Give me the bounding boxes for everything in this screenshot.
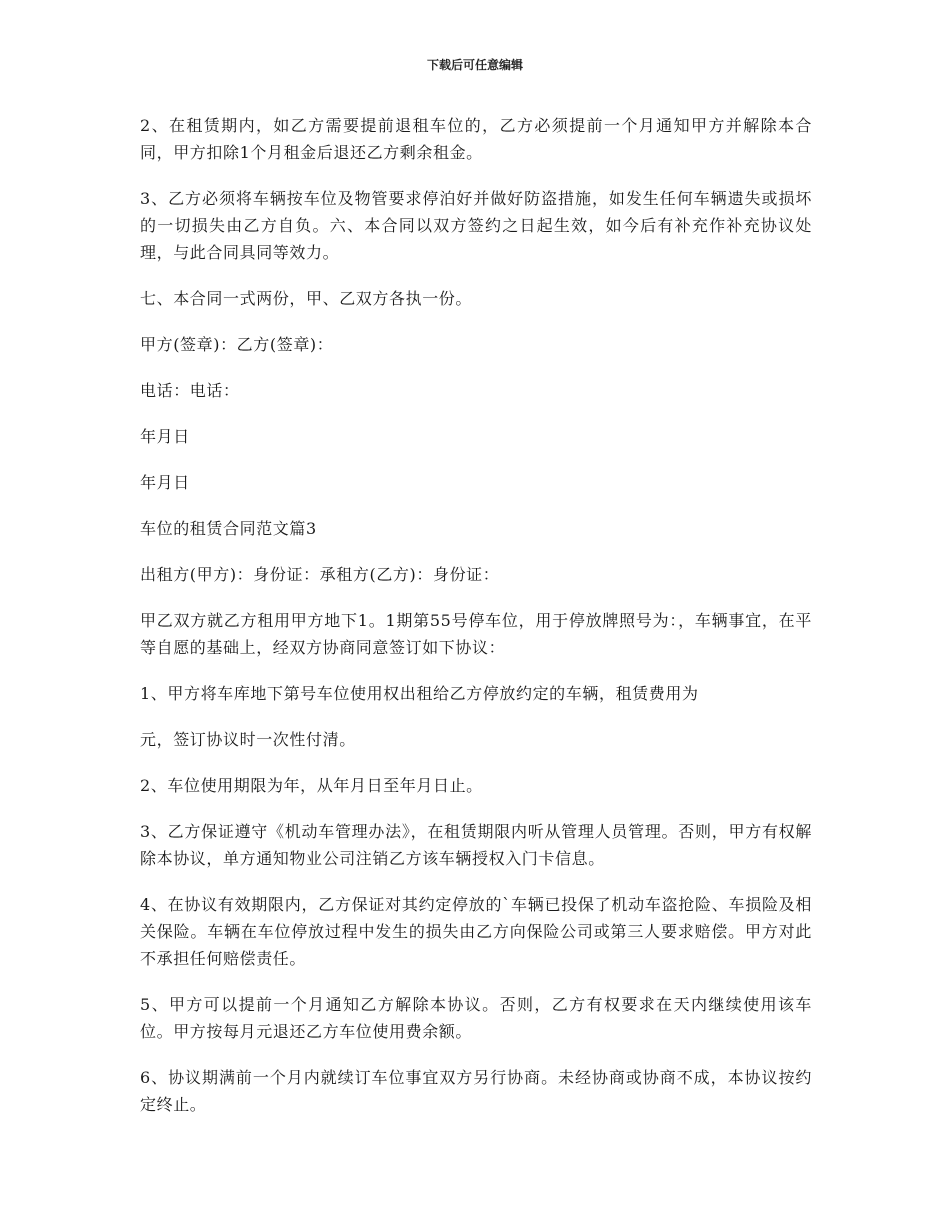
paragraph-item-3-rules: 3、乙方保证遵守《机动车管理办法》，在租赁期限内听从管理人员管理。否则，甲方有权解除本协议，单方通知物业公司注销乙方该车辆授权入门卡信息。 [140, 822, 812, 868]
paragraph-preamble: 甲乙双方就乙方租用甲方地下1。1期第55号停车位，用于停放牌照号为：，车辆事宜，在平等自愿的基础上，经双方协商同意签订如下协议： [140, 611, 812, 657]
paragraph-item-6-renewal: 6、协议期满前一个月内就续订车位事宜双方另行协商。未经协商或协商不成，本协议按约定终止。 [140, 1068, 812, 1114]
paragraph-item-2-term: 2、车位使用期限为年，从年月日至年月日止。 [140, 776, 483, 795]
paragraph-item-4-insurance: 4、在协议有效期限内，乙方保证对其约定停放的`车辆已投保了机动车盗抢险、车损险及相关保险。车辆在车位停放过程中发生的损失由乙方向保险公司或第三人要求赔偿。甲方对此不承担任何赔偿责任。 [140, 895, 812, 968]
paragraph-clause-2-early-termination: 2、在租赁期内，如乙方需要提前退租车位的，乙方必须提前一个月通知甲方并解除本合同，甲方扣除1个月租金后退还乙方剩余租金。 [140, 116, 812, 162]
section-title-template-3: 车位的租赁合同范文篇3 [140, 519, 317, 538]
paragraph-clause-7-copies: 七、本合同一式两份，甲、乙双方各执一份。 [140, 289, 473, 308]
paragraph-item-1-rent: 1、甲方将车库地下第号车位使用权出租给乙方停放约定的车辆，租赁费用为 [140, 684, 699, 703]
paragraph-item-5-termination: 5、甲方可以提前一个月通知乙方解除本协议。否则，乙方有权要求在天内继续使用该车位。甲方按每月元退还乙方车位使用费余额。 [140, 995, 812, 1041]
paragraph-parties: 出租方(甲方)：身份证：承租方(乙方)：身份证： [140, 565, 500, 584]
paragraph-date-2: 年月日 [140, 473, 190, 492]
page-header-note: 下载后可任意编辑 [426, 58, 523, 72]
paragraph-signatures: 甲方(签章)：乙方(签章)： [140, 335, 334, 354]
document-body [140, 112, 812, 1137]
paragraph-clause-3-vehicle-safety: 3、乙方必须将车辆按车位及物管要求停泊好并做好防盗措施，如发生任何车辆遗失或损坏的一切损失由乙方自负。六、本合同以双方签约之日起生效，如今后有补充作补充协议处理，与此合同具同等效力。 [140, 189, 812, 262]
paragraph-phones: 电话：电话： [140, 381, 240, 400]
paragraph-item-1-payment: 元，签订协议时一次性付清。 [140, 730, 356, 749]
paragraph-date-1: 年月日 [140, 427, 190, 446]
